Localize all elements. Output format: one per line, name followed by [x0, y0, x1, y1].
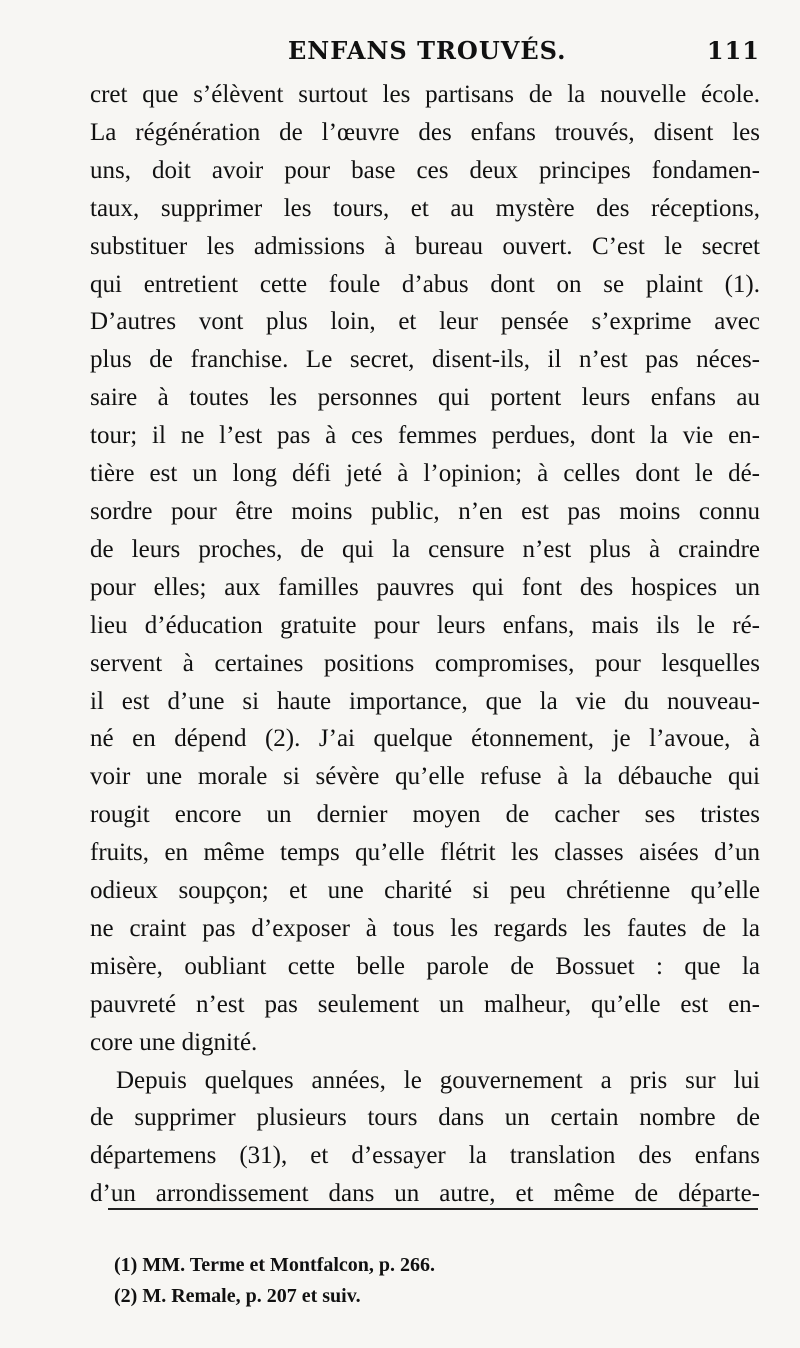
- text-line: il est d’une si haute importance, que la vie du nouveau-: [90, 687, 760, 715]
- text-line: uns, doit avoir pour base ces deux principes fondamen-: [90, 156, 760, 184]
- text-line: core une dignité.: [90, 1028, 258, 1056]
- running-header: [90, 36, 760, 76]
- text-line: pour elles; aux familles pauvres qui font des hospices un: [90, 573, 760, 601]
- text-line: ne craint pas d’exposer à tous les regards les fautes de la: [90, 914, 760, 942]
- text-line: d’un arrondissement dans un autre, et même de départe-: [90, 1180, 760, 1208]
- page-number: 111: [706, 36, 760, 65]
- text-line: fruits, en même temps qu’elle flétrit les classes aisées d’un: [90, 839, 760, 867]
- text-line: départemens (31), et d’essayer la translation des enfans: [90, 1142, 760, 1170]
- text-line: misère, oubliant cette belle parole de Bossuet : que la: [90, 952, 760, 980]
- text-line: cret que s’élèvent surtout les partisans de la nouvelle école.: [90, 81, 760, 108]
- text-line: tière est un long défi jeté à l’opinion; à celles dont le dé-: [90, 460, 760, 488]
- footnotes: [114, 1250, 754, 1312]
- text-line: tour; il ne l’est pas à ces femmes perdues, dont la vie en-: [90, 422, 760, 450]
- paragraph-start-line: Depuis quelques années, le gouvernement a pris sur lui: [116, 1066, 760, 1094]
- footnote-separator: [108, 1208, 758, 1210]
- text-line: voir une morale si sévère qu’elle refuse à la débauche qui: [90, 763, 760, 791]
- text-line: pauvreté n’est pas seulement un malheur, qu’elle est en-: [90, 990, 760, 1018]
- text-line: taux, supprimer les tours, et au mystère des réceptions,: [90, 194, 760, 222]
- text-line: D’autres vont plus loin, et leur pensée s’exprime avec: [90, 308, 760, 336]
- footnote: (1) MM. Terme et Montfalcon, p. 266.: [114, 1254, 436, 1276]
- text-line: servent à certaines positions compromises, pour lesquelles: [90, 649, 760, 677]
- text-line: rougit encore un dernier moyen de cacher ses tristes: [90, 801, 760, 829]
- footnote: (2) M. Remale, p. 207 et suiv.: [114, 1285, 361, 1307]
- running-title: ENFANS TROUVÉS.: [288, 36, 567, 65]
- text-line: sordre pour être moins public, n’en est pas moins connu: [90, 497, 760, 525]
- text-line: saire à toutes les personnes qui portent leurs enfans au: [90, 384, 760, 412]
- text-line: de supprimer plusieurs tours dans un certain nombre de: [90, 1104, 760, 1132]
- text-line: plus de franchise. Le secret, disent-ils, il n’est pas néces-: [90, 346, 760, 374]
- text-line: qui entretient cette foule d’abus dont on se plaint (1).: [90, 270, 760, 298]
- text-line: odieux soupçon; et une charité si peu chrétienne qu’elle: [90, 877, 760, 905]
- text-line: lieu d’éducation gratuite pour leurs enfans, mais ils le ré-: [90, 611, 760, 639]
- text-line: né en dépend (2). J’ai quelque étonnement, je l’avoue, à: [90, 725, 760, 753]
- body-text: [90, 76, 760, 1213]
- text-line: substituer les admissions à bureau ouvert. C’est le secret: [90, 232, 760, 260]
- text-line: La régénération de l’œuvre des enfans trouvés, disent les: [90, 118, 760, 146]
- text-line: de leurs proches, de qui la censure n’est plus à craindre: [90, 535, 760, 563]
